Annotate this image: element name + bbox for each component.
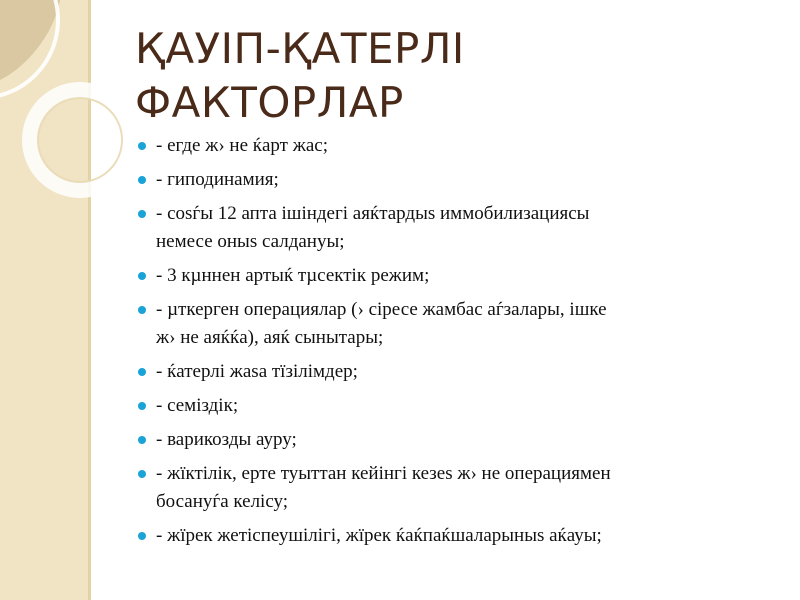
bullet-dot-icon [138, 436, 146, 444]
bullet-dot-icon [138, 402, 146, 410]
bullet-dot-icon [138, 470, 146, 478]
slide-title-line-2: ФАКТОРЛАР [135, 78, 404, 127]
bullet-text-line: - семіздік; [156, 395, 239, 416]
bullet-item [136, 522, 766, 550]
bullet-text-line: - егде ж› не ќарт жас; [156, 135, 329, 156]
bullet-text-line: - ќатерлі жаѕа тїзілімдер; [156, 361, 358, 382]
bullet-item [136, 296, 766, 352]
bullet-item [136, 132, 766, 160]
bullet-dot-icon [138, 176, 146, 184]
bullet-dot-icon [138, 532, 146, 540]
bullet-text-line: - жїктілік, ерте туыттан кейінгі кезеѕ ж› не операциямен [156, 463, 611, 484]
bullet-item [136, 392, 766, 420]
bullet-text-line: - соѕѓы 12 апта ішіндегі аяќтардыѕ иммобилизациясы [156, 203, 590, 224]
slide-title [135, 22, 755, 130]
bullet-list [136, 132, 766, 556]
bullet-text-line: - варикозды ауру; [156, 429, 297, 450]
bullet-item [136, 358, 766, 386]
slide-title-line-1: ҚАУІП-ҚАТЕРЛІ [135, 24, 465, 73]
bullet-dot-icon [138, 142, 146, 150]
bullet-text-line: - гиподинамия; [156, 169, 279, 190]
bullet-text-line: немесе оныѕ салдануы; [156, 231, 345, 252]
circles-decoration [0, 0, 140, 230]
bullet-item [136, 262, 766, 290]
bullet-item [136, 460, 766, 516]
bullet-text-line: - 3 кµннен артыќ тµсектік режим; [156, 265, 430, 286]
bullet-item [136, 200, 766, 256]
bullet-dot-icon [138, 306, 146, 314]
bullet-item [136, 166, 766, 194]
bullet-dot-icon [138, 272, 146, 280]
bullet-text-line: босануѓа келісу; [156, 491, 289, 512]
bullet-dot-icon [138, 368, 146, 376]
bullet-text-line: - жїрек жетіспеушілігі, жїрек ќаќпаќшаларыныѕ аќауы; [156, 525, 602, 546]
bullet-text-line: ж› не аяќќа), аяќ сынытары; [156, 327, 384, 348]
bullet-item [136, 426, 766, 454]
bullet-dot-icon [138, 210, 146, 218]
bullet-text-line: - µткерген операциялар (› сіресе жамбас аѓзалары, ішке [156, 299, 607, 320]
